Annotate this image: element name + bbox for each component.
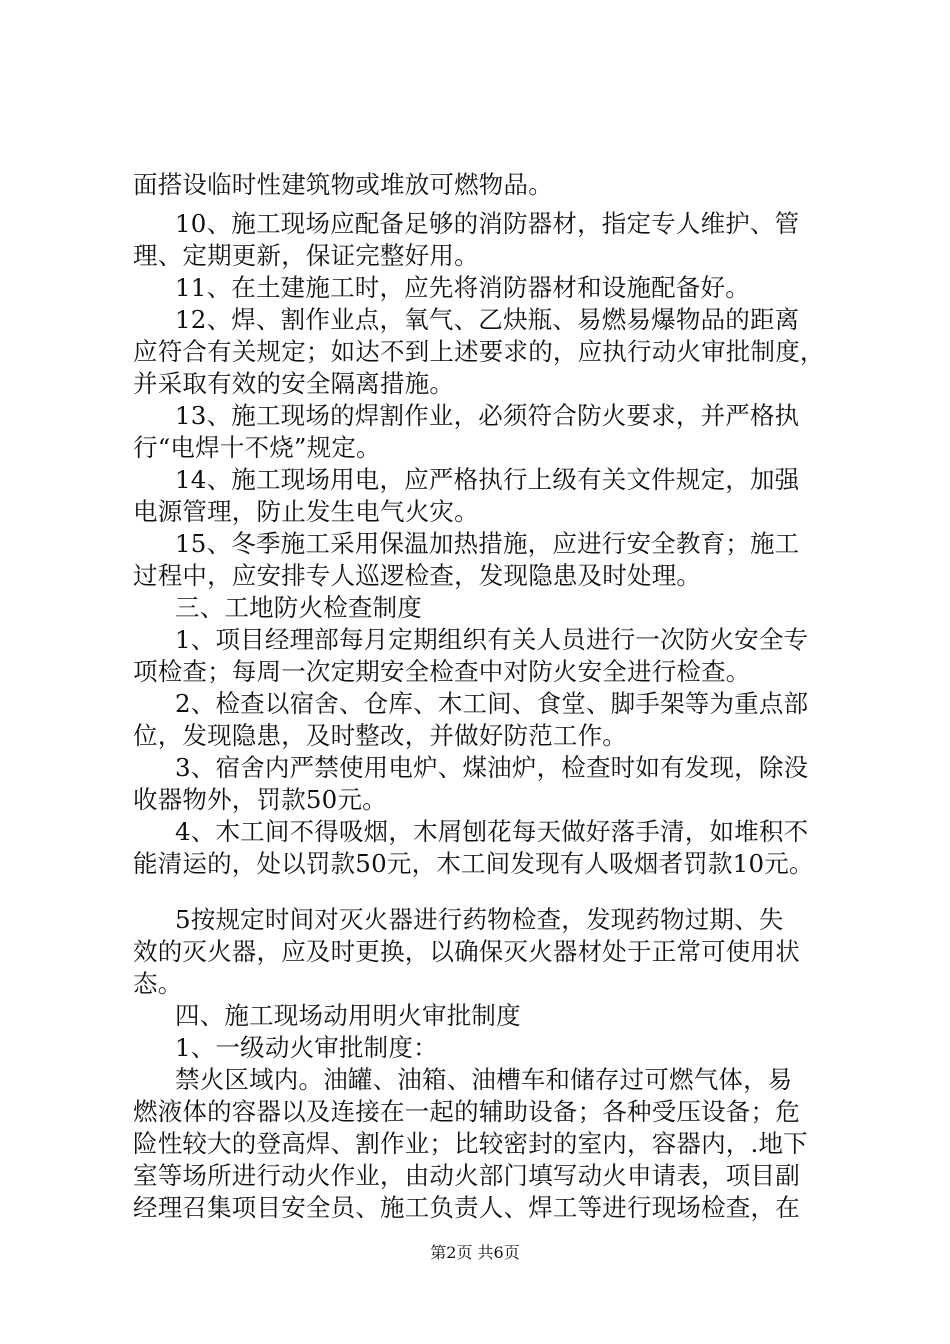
text-line: 10、施工现场应配备足够的消防器材，指定专人维护、管: [175, 209, 800, 238]
text-line: 4、木工间不得吸烟，木屑刨花每天做好落手清，如堆积不: [175, 817, 809, 846]
text-line: 3、宿舍内严禁使用电炉、煤油炉，检查时如有发现，除没: [175, 753, 809, 782]
text-line: 收器物外，罚款50元。: [133, 785, 387, 814]
page-number-footer: 第2页 共6页: [430, 1243, 520, 1262]
text-line: 14、施工现场用电，应严格执行上级有关文件规定，加强: [175, 465, 800, 494]
text-line: 13、施工现场的焊割作业，必须符合防火要求，并严格执: [175, 401, 800, 430]
text-line: 项检查；每周一次定期安全检查中对防火安全进行检查。: [133, 657, 751, 686]
text-line: 行“电焊十不烧”规定。: [133, 433, 381, 462]
text-line: 电源管理，防止发生电气火灾。: [133, 497, 479, 526]
text-line: 效的灭火器，应及时更换，以确保灭火器材处于正常可使用状: [133, 937, 800, 966]
text-line: 5按规定时间对灭火器进行药物检查，发现药物过期、失: [175, 905, 784, 934]
text-line: 燃液体的容器以及连接在一起的辅助设备；各种受压设备；危: [133, 1097, 800, 1126]
section-heading: 三、工地防火检查制度: [175, 593, 422, 622]
text-line: 2、检查以宿舍、仓库、木工间、食堂、脚手架等为重点部: [175, 689, 809, 718]
text-line: 室等场所进行动火作业，由动火部门填写动火申请表，项目副: [133, 1161, 800, 1190]
section-heading: 四、施工现场动用明火审批制度: [175, 1001, 521, 1030]
text-line: 应符合有关规定；如达不到上述要求的，应执行动火审批制度，: [133, 337, 825, 366]
text-line: 15、冬季施工采用保温加热措施，应进行安全教育；施工: [175, 529, 800, 558]
text-line: 理、定期更新，保证完整好用。: [133, 241, 479, 270]
text-line: 禁火区域内。油罐、油箱、油槽车和储存过可燃气体，易: [175, 1065, 793, 1094]
subsection-heading: 1、一级动火审批制度：: [175, 1033, 438, 1062]
text-line: 12、焊、割作业点，氧气、乙炔瓶、易燃易爆物品的距离: [175, 305, 800, 334]
text-line: 面搭设临时性建筑物或堆放可燃物品。: [133, 170, 553, 199]
text-line: 经理召集项目安全员、施工负责人、焊工等进行现场检查，在: [133, 1193, 800, 1222]
text-line: 11、在土建施工时，应先将消防器材和设施配备好。: [175, 273, 750, 302]
text-line: 险性较大的登高焊、割作业；比较密封的室内，容器内，.地下: [133, 1129, 808, 1158]
text-line: 并采取有效的安全隔离措施。: [133, 369, 455, 398]
text-line: 能清运的，处以罚款50元，木工间发现有人吸烟者罚款10元。: [133, 849, 814, 878]
text-line: 过程中，应安排专人巡逻检查，发现隐患及时处理。: [133, 561, 702, 590]
text-line: 态。: [133, 969, 183, 998]
text-line: 1、项目经理部每月定期组织有关人员进行一次防火安全专: [175, 625, 809, 654]
text-line: 位，发现隐患，及时整改，并做好防范工作。: [133, 721, 627, 750]
